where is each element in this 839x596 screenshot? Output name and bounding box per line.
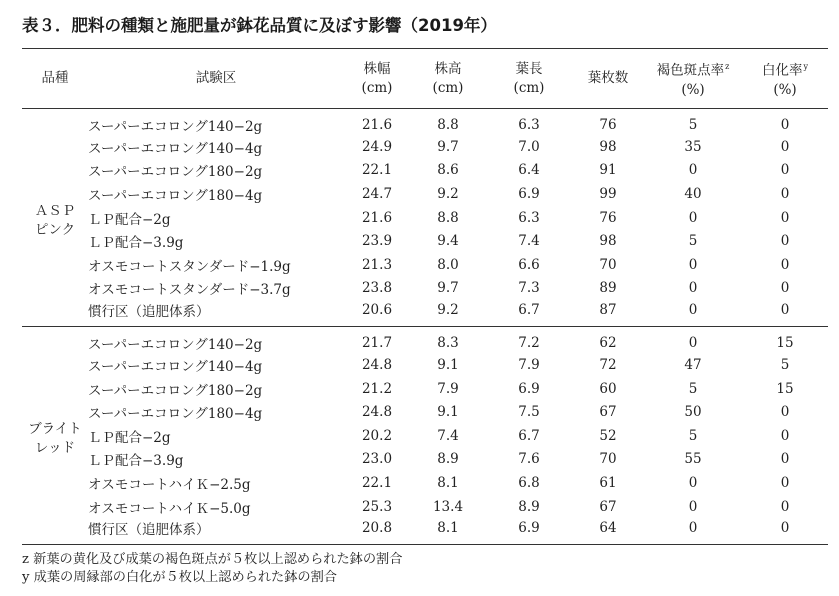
cell-height: 8.3 — [437, 335, 459, 352]
table-row — [22, 300, 828, 327]
cell-leaf-count: 76 — [599, 209, 617, 226]
cell-plot: 慣行区（追肥体系） — [88, 522, 210, 539]
cell-brown-spot: 0 — [688, 498, 698, 515]
cell-plot: ＬＰ配合−3.9g — [88, 235, 184, 252]
cell-height: 9.7 — [437, 138, 459, 155]
table-row — [22, 109, 828, 136]
table-title: 表３．肥料の種類と施肥量が鉢花品質に及ぼす影響（2019年） — [22, 16, 497, 35]
cell-height: 7.9 — [437, 380, 459, 397]
header-leaf-count: 葉枚数 — [587, 70, 629, 86]
cell-height: 9.4 — [437, 233, 459, 250]
cell-leaf-count: 91 — [599, 162, 617, 179]
cell-width: 24.8 — [361, 356, 393, 373]
cell-leaf-count: 70 — [599, 451, 617, 468]
cell-width: 23.9 — [361, 233, 393, 250]
cell-whitening: 0 — [780, 185, 790, 202]
cell-leaf-length: 6.7 — [518, 302, 540, 319]
table-row — [22, 135, 828, 159]
cell-width: 23.8 — [361, 280, 393, 297]
cell-leaf-count: 60 — [599, 380, 617, 397]
cell-leaf-count: 67 — [599, 498, 617, 515]
cell-plot: ＬＰ配合−2g — [88, 211, 171, 228]
cell-plot: オスモコートハイＫ−2.5g — [88, 476, 251, 493]
header-height: 株高 (cm) — [432, 60, 464, 96]
cell-plot: スーパーエコロング140−2g — [88, 337, 263, 354]
header-width: 株幅 (cm) — [361, 60, 393, 96]
cell-whitening: 0 — [780, 427, 790, 444]
cell-leaf-length: 6.9 — [518, 520, 540, 537]
cell-plot: オスモコートスタンダード−3.7g — [88, 282, 291, 299]
cell-leaf-count: 52 — [599, 427, 617, 444]
cell-height: 8.6 — [437, 162, 459, 179]
footnote-mark-y: y — [803, 62, 809, 72]
table-row — [22, 182, 828, 206]
cell-height: 7.4 — [437, 427, 459, 444]
cell-width: 20.6 — [361, 302, 393, 319]
cell-width: 21.3 — [361, 256, 393, 273]
cell-plot: スーパーエコロング180−4g — [88, 406, 263, 423]
cell-brown-spot: 0 — [688, 302, 698, 319]
cell-brown-spot: 5 — [688, 117, 698, 133]
cell-leaf-length: 7.5 — [518, 404, 540, 421]
cell-leaf-count: 76 — [599, 117, 617, 133]
table-row — [22, 159, 828, 183]
table-row — [22, 229, 828, 253]
group-bright-red — [22, 327, 828, 545]
cell-plot: ＬＰ配合−2g — [88, 429, 171, 446]
cell-width: 20.8 — [361, 520, 393, 537]
cell-width: 22.1 — [361, 474, 393, 491]
header-leaf-length: 葉長 (cm) — [513, 60, 545, 96]
table-row — [22, 327, 828, 354]
cell-whitening: 0 — [780, 280, 790, 297]
cell-plot: スーパーエコロング180−2g — [88, 164, 263, 181]
cell-width: 21.6 — [361, 209, 393, 226]
cell-brown-spot: 0 — [688, 256, 698, 273]
cell-brown-spot: 0 — [688, 335, 698, 352]
cell-leaf-length: 6.6 — [518, 256, 540, 273]
table-row — [22, 206, 828, 230]
cell-width: 24.8 — [361, 404, 393, 421]
cell-width: 21.2 — [361, 380, 393, 397]
cell-whitening: 15 — [776, 380, 794, 397]
cell-height: 8.0 — [437, 256, 459, 273]
header-cultivar: 品種 — [41, 70, 69, 86]
table-row — [22, 353, 828, 377]
cell-leaf-count: 72 — [599, 356, 617, 373]
cell-plot: オスモコートスタンダード−1.9g — [88, 258, 291, 275]
cell-plot: スーパーエコロング180−4g — [88, 187, 263, 204]
cell-whitening: 0 — [780, 498, 790, 515]
table-header — [22, 49, 828, 109]
cell-plot: スーパーエコロング140−4g — [88, 140, 263, 157]
table-row — [22, 448, 828, 472]
table-row — [22, 277, 828, 301]
cell-brown-spot: 5 — [688, 380, 698, 397]
cell-height: 8.8 — [437, 117, 459, 133]
table-row — [22, 518, 828, 545]
cell-height: 8.8 — [437, 209, 459, 226]
cell-height: 9.2 — [437, 185, 459, 202]
cell-plot: スーパーエコロング140−2g — [88, 119, 263, 135]
cell-brown-spot: 0 — [688, 209, 698, 226]
cell-plot: オスモコートハイＫ−5.0g — [88, 500, 251, 517]
cell-leaf-length: 6.9 — [518, 185, 540, 202]
cell-brown-spot: 0 — [688, 162, 698, 179]
cell-leaf-length: 6.4 — [518, 162, 540, 179]
table-row — [22, 400, 828, 424]
cell-height: 8.1 — [437, 474, 459, 491]
cell-plot: スーパーエコロング180−2g — [88, 382, 263, 399]
cell-whitening: 0 — [780, 138, 790, 155]
cell-leaf-length: 6.3 — [518, 117, 540, 133]
cell-plot: 慣行区（追肥体系） — [88, 304, 210, 321]
cell-whitening: 0 — [780, 256, 790, 273]
cell-height: 8.1 — [437, 520, 459, 537]
footnote-y: y 成葉の周縁部の白化が５枚以上認められた鉢の割合 — [22, 570, 337, 585]
footnote-mark-z: z — [725, 62, 730, 72]
footnote-z: z 新葉の黄化及び成葉の褐色斑点が５枚以上認められた鉢の割合 — [22, 552, 403, 567]
cell-width: 20.2 — [361, 427, 393, 444]
header-brown-spot: 褐色斑点率$^z$ (%) — [656, 62, 730, 98]
cell-brown-spot: 47 — [684, 356, 702, 373]
cell-whitening: 15 — [776, 335, 794, 352]
cell-leaf-count: 99 — [599, 185, 617, 202]
cell-brown-spot: 5 — [688, 427, 698, 444]
cell-plot: スーパーエコロング140−4g — [88, 358, 263, 375]
cell-brown-spot: 0 — [688, 474, 698, 491]
cell-leaf-count: 61 — [599, 474, 617, 491]
cell-leaf-length: 7.3 — [518, 280, 540, 297]
cell-leaf-count: 70 — [599, 256, 617, 273]
cell-whitening: 0 — [780, 162, 790, 179]
cell-leaf-length: 6.9 — [518, 380, 540, 397]
cell-leaf-count: 67 — [599, 404, 617, 421]
cell-brown-spot: 50 — [684, 404, 702, 421]
cell-height: 9.2 — [437, 302, 459, 319]
cell-width: 24.7 — [361, 185, 393, 202]
cell-leaf-length: 6.7 — [518, 427, 540, 444]
results-table — [22, 48, 828, 545]
cell-brown-spot: 0 — [688, 520, 698, 537]
cell-leaf-length: 7.9 — [518, 356, 540, 373]
cell-leaf-count: 98 — [599, 233, 617, 250]
header-plot: 試験区 — [195, 70, 237, 86]
cell-leaf-count: 87 — [599, 302, 617, 319]
header-whitening: 白化率$^y$ (%) — [761, 62, 809, 98]
cell-leaf-length: 6.8 — [518, 474, 540, 491]
cell-whitening: 0 — [780, 233, 790, 250]
group-asp-pink — [22, 109, 828, 327]
cell-leaf-count: 89 — [599, 280, 617, 297]
cell-height: 9.1 — [437, 404, 459, 421]
cell-whitening: 0 — [780, 302, 790, 319]
cell-width: 21.7 — [361, 335, 393, 352]
cell-whitening: 0 — [780, 451, 790, 468]
cell-brown-spot: 5 — [688, 233, 698, 250]
cell-brown-spot: 55 — [684, 451, 702, 468]
cell-leaf-length: 7.4 — [518, 233, 540, 250]
cell-whitening: 0 — [780, 117, 790, 133]
table-row — [22, 471, 828, 495]
cell-leaf-count: 64 — [599, 520, 617, 537]
cell-whitening: 0 — [780, 209, 790, 226]
table-row — [22, 253, 828, 277]
cell-leaf-count: 98 — [599, 138, 617, 155]
cell-width: 23.0 — [361, 451, 393, 468]
cell-whitening: 0 — [780, 520, 790, 537]
cell-leaf-length: 8.9 — [518, 498, 540, 515]
cell-whitening: 0 — [780, 404, 790, 421]
cell-height: 8.9 — [437, 451, 459, 468]
cell-brown-spot: 0 — [688, 280, 698, 297]
cell-whitening: 0 — [780, 474, 790, 491]
cell-width: 22.1 — [361, 162, 393, 179]
cell-height: 9.7 — [437, 280, 459, 297]
cell-leaf-length: 7.0 — [518, 138, 540, 155]
cell-width: 24.9 — [361, 138, 393, 155]
table-row — [22, 377, 828, 401]
cell-leaf-length: 7.6 — [518, 451, 540, 468]
cell-width: 25.3 — [361, 498, 393, 515]
cultivar-cell: ＡＳＰ ピンク — [34, 202, 76, 238]
cell-brown-spot: 40 — [684, 185, 702, 202]
cell-leaf-length: 7.2 — [518, 335, 540, 352]
cell-whitening: 5 — [780, 356, 790, 373]
footnotes — [22, 551, 402, 587]
cell-leaf-count: 62 — [599, 335, 617, 352]
cultivar-cell: ブライト レッド — [28, 420, 82, 456]
cell-height: 13.4 — [432, 498, 464, 515]
cell-leaf-length: 6.3 — [518, 209, 540, 226]
table-row — [22, 424, 828, 448]
cell-width: 21.6 — [361, 117, 393, 133]
table-row — [22, 495, 828, 519]
cell-plot: ＬＰ配合−3.9g — [88, 453, 184, 470]
cell-height: 9.1 — [437, 356, 459, 373]
cell-brown-spot: 35 — [684, 138, 702, 155]
